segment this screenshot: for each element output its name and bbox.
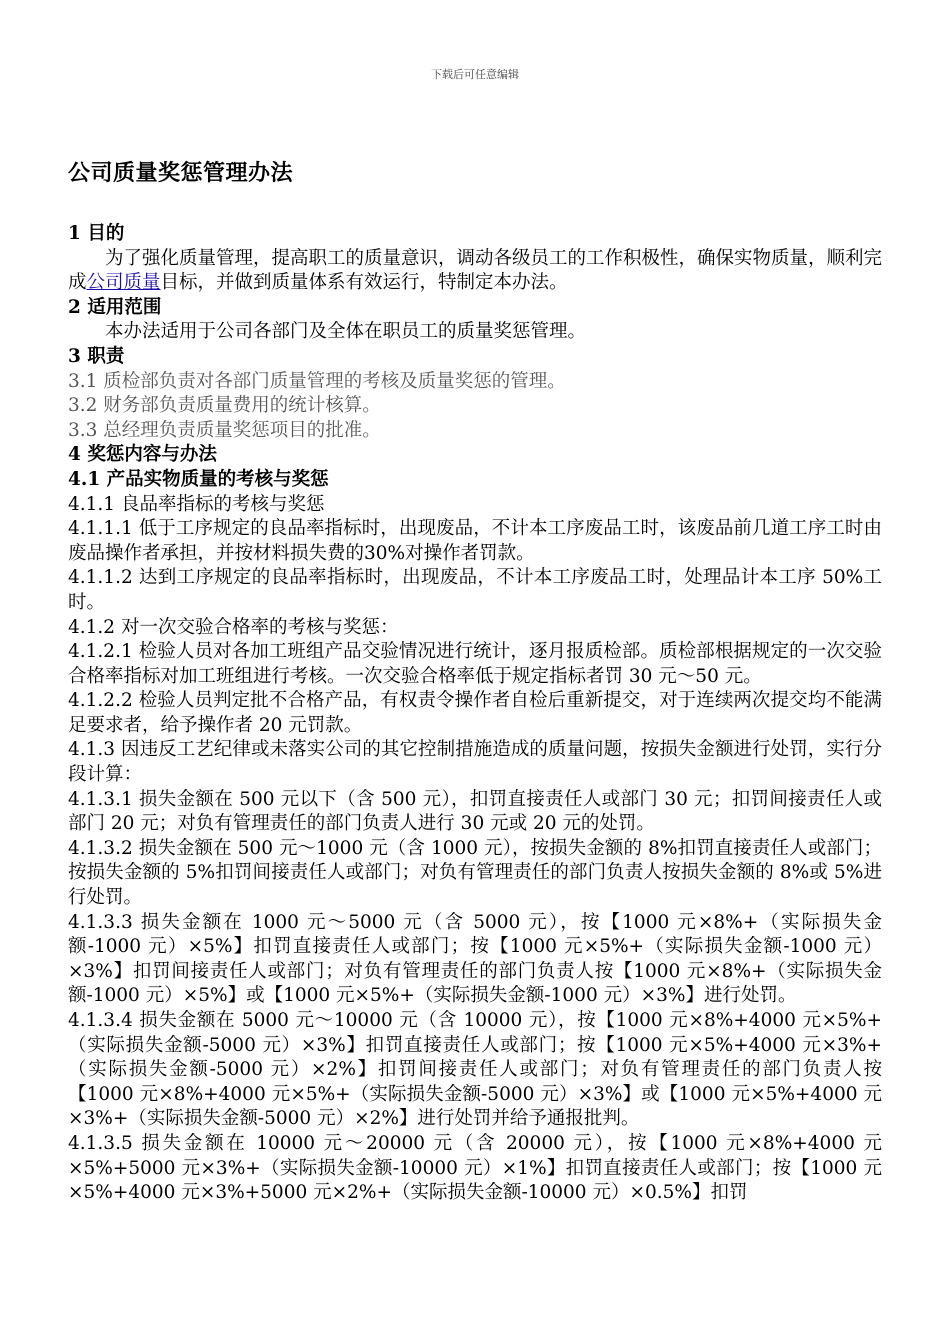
duty-item: 3.2 财务部负责质量费用的统计核算。 xyxy=(68,395,381,417)
clause-line: 4.1.2.1 检验人员对各加工班组产品交验情况进行统计，逐月报质检部。质检部根据规定的一次交验合格率指标对加工班组进行考核。一次交验合格率低于规定指标者罚 30 元～50 元。 xyxy=(68,641,882,687)
clause-line: 4.1.1.1 低于工序规定的良品率指标时，出现废品，不计本工序废品工时，该废品前几道工序工时由废品操作者承担，并按材料损失费的30%对操作者罚款。 xyxy=(68,518,882,564)
section-heading-duties: 3 职责 xyxy=(68,345,125,367)
clause-line: 4.1.1 良品率指标的考核与奖惩 xyxy=(68,493,325,515)
section-heading-purpose: 1 目的 xyxy=(68,223,125,244)
clause-line: 4.1.3.3 损失金额在 1000 元～5000 元（含 5000 元），按【1000 元×8%+（实际损失金额-1000 元）×5%】扣罚直接责任人或部门；按【1000 元×5%+（实际损失金额-1000 元）×3%】扣罚间接责任人或部门；对负有管理责任的部门负责人按【1000 元×8%+（实际损失金额-1000 元）×5%】或【1000 元×5%+（实际损失金额-1000 元）×3%】进行处罚。 xyxy=(68,911,882,1007)
duty-item: 3.3 总经理负责质量奖惩项目的批准。 xyxy=(68,419,381,441)
subsection-heading-product-quality: 4.1 产品实物质量的考核与奖惩 xyxy=(68,468,329,490)
company-quality-link[interactable]: 公司质量 xyxy=(86,272,161,294)
clause-line: 4.1.3.2 损失金额在 500 元～1000 元（含 1000 元），按损失金额的 8%扣罚直接责任人或部门；按损失金额的 5%扣罚间接责任人或部门；对负有管理责任的部门负责人按损失金额的 8%或 5%进行处罚。 xyxy=(68,837,882,909)
duty-item: 3.1 质检部负责对各部门质量管理的考核及质量奖惩的管理。 xyxy=(68,370,566,392)
clause-line: 4.1.3.1 损失金额在 500 元以下（含 500 元），扣罚直接责任人或部门 30 元；扣罚间接责任人或部门 20 元；对负有管理责任的部门负责人进行 30 元或 20 元的处罚。 xyxy=(68,788,882,835)
document-body xyxy=(68,222,882,1206)
clause-line: 4.1.3 因违反工艺纪律或未落实公司的其它控制措施造成的质量问题，按损失金额进行处罚，实行分段计算： xyxy=(68,739,882,786)
clause-line: 4.1.3.5 损失金额在 10000 元～20000 元（含 20000 元），按【1000 元×8%+4000 元×5%+5000 元×3%+（实际损失金额-10000 元）×1%】扣罚直接责任人或部门；按【1000 元×5%+4000 元×3%+5000 元×2%+（实际损失金额-10000 元）×0.5%】扣罚 xyxy=(68,1132,882,1204)
page-header: 下载后可任意编辑 xyxy=(431,68,519,81)
document-title: 公司质量奖惩管理办法 xyxy=(68,160,294,186)
clause-line: 4.1.3.4 损失金额在 5000 元～10000 元（含 10000 元），按【1000 元×8%+4000 元×5%+（实际损失金额-5000 元）×3%】扣罚直接责任人或部门；按【1000 元×5%+4000 元×3%+（实际损失金额-5000 元）×2%】扣罚间接责任人或部门；对负有管理责任的部门负责人按【1000 元×8%+4000 元×5%+（实际损失金额-5000 元）×3%】或【1000 元×5%+4000 元×3%+（实际损失金额-5000 元）×2%】进行处罚并给予通报批判。 xyxy=(68,1010,882,1130)
clause-line: 4.1.2.2 检验人员判定批不合格产品，有权责令操作者自检后重新提交，对于连续两次提交均不能满足要求者，给予操作者 20 元罚款。 xyxy=(68,690,882,736)
section-heading-rewards: 4 奖惩内容与办法 xyxy=(68,444,217,466)
purpose-text-b: 目标，并做到质量体系有效运行，特制定本办法。 xyxy=(160,272,568,294)
purpose-paragraph xyxy=(68,247,882,296)
clause-line: 4.1.1.2 达到工序规定的良品率指标时，出现废品，不计本工序废品工时，处理品计本工序 50%工时。 xyxy=(68,567,882,613)
purpose-text-a: 为了强化质量管理，提高职工的质量意识，调动各级员工的工作积极性，确保实物质量，顺利完成 xyxy=(68,247,883,294)
scope-paragraph: 本办法适用于公司各部门及全体在职员工的质量奖惩管理。 xyxy=(105,321,587,343)
clause-line: 4.1.2 对一次交验合格率的考核与奖惩： xyxy=(68,616,399,638)
section-heading-scope: 2 适用范围 xyxy=(68,296,162,318)
